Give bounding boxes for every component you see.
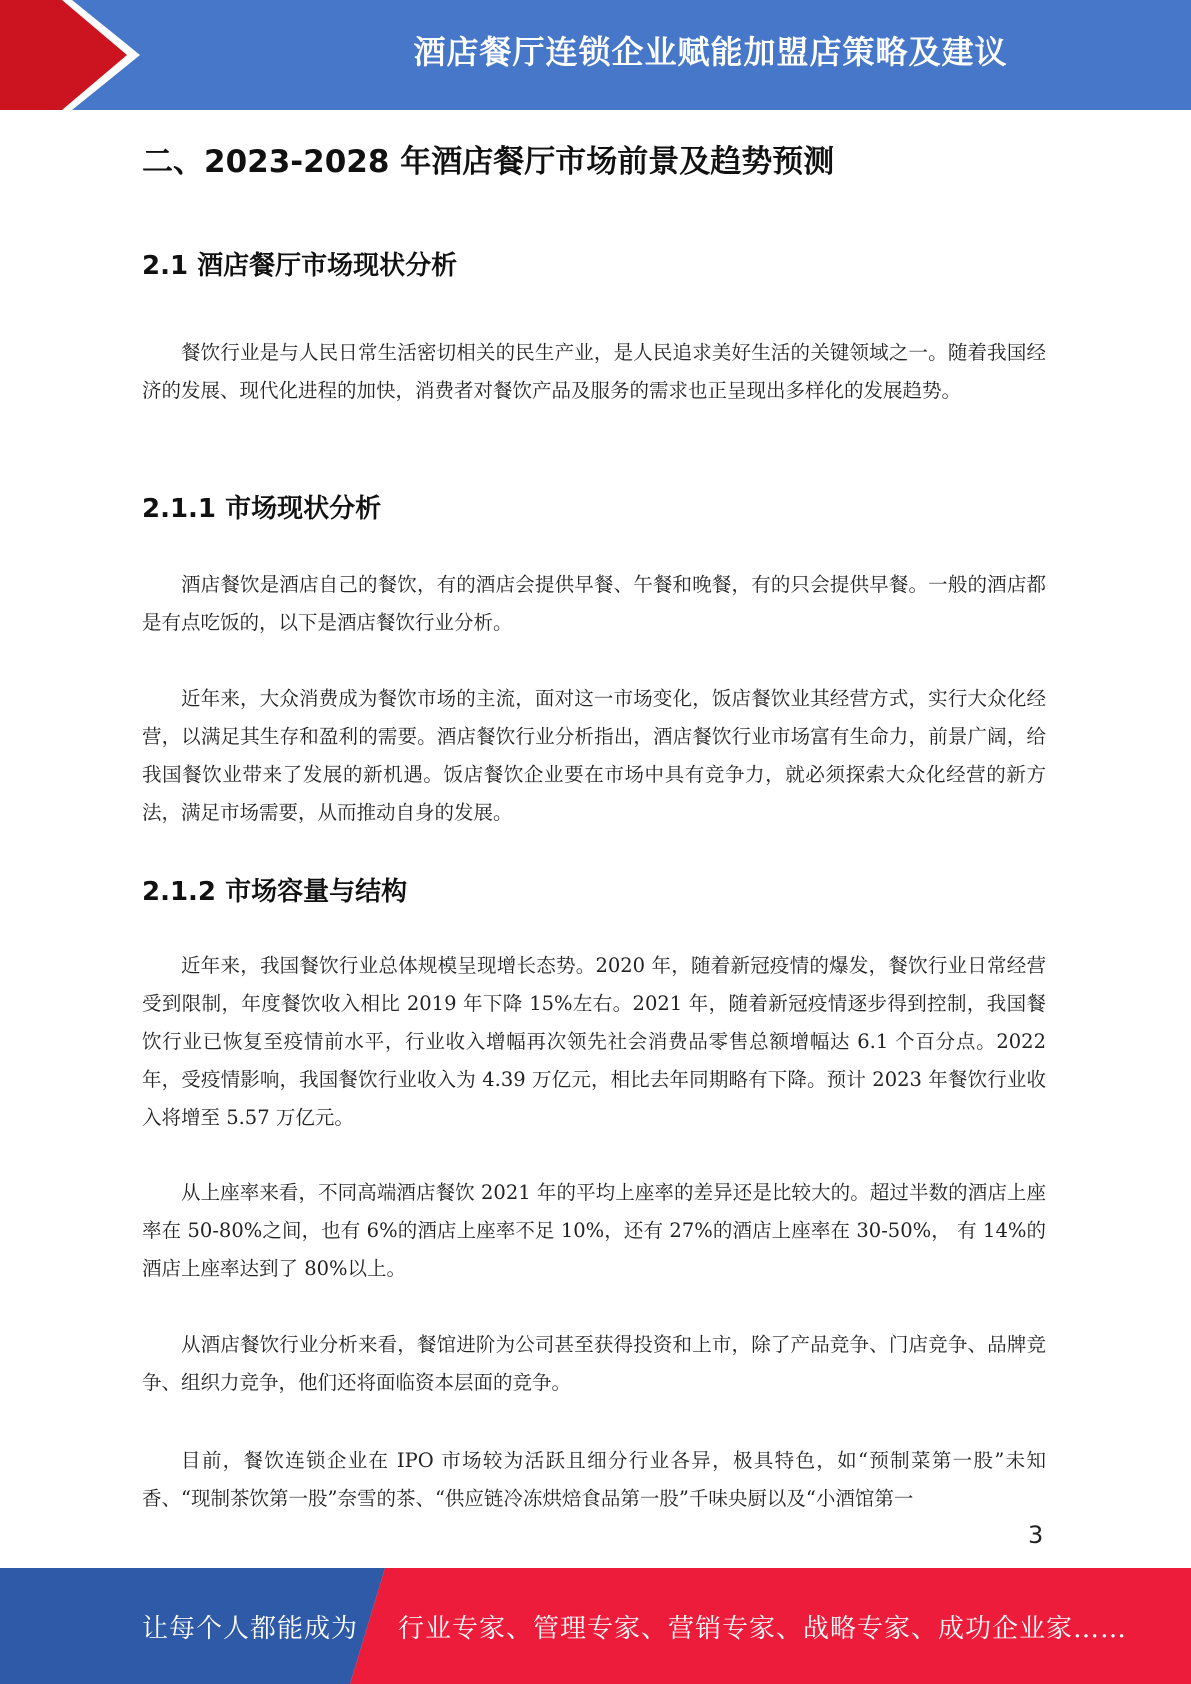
page-number: 3 <box>1028 1521 1044 1549</box>
section-title: 二、2023-2028 年酒店餐厅市场前景及趋势预测 <box>142 144 835 180</box>
subsection-title-2-1: 2.1 酒店餐厅市场现状分析 <box>142 251 458 281</box>
paragraph-2-1-2-a: 近年来，我国餐饮行业总体规模呈现增长态势。2020 年，随着新冠疫情的爆发，餐饮行业日常经营受到限制，年度餐饮收入相比 2019 年下降 15%左右。2021 年，随着新冠疫情逐步得到控制，我国餐饮行业已恢复至疫情前水平，行业收入增幅再次领先社会消费品零售总额增幅达 6.1 个百分点。2022 年，受疫情影响，我国餐饮行业收入为 4.39 万亿元，相比去年同期略有下降。预计 2023 年餐饮行业收入将增至 5.57 万亿元。 <box>142 954 1046 1129</box>
paragraph-2-1-2-b: 从上座率来看，不同高端酒店餐饮 2021 年的平均上座率的差异还是比较大的。超过半数的酒店上座率在 50-80%之间，也有 6%的酒店上座率不足 10%，还有 27%的酒店上座率在 30-50%， 有 14%的酒店上座率达到了 80%以上。 <box>142 1181 1046 1280</box>
paragraph-2-1-1-a: 酒店餐饮是酒店自己的餐饮，有的酒店会提供早餐、午餐和晚餐，有的只会提供早餐。一般的酒店都是有点吃饭的，以下是酒店餐饮行业分析。 <box>142 573 1046 634</box>
chevron-arrow-icon <box>0 0 160 110</box>
header-title: 酒店餐厅连锁企业赋能加盟店策略及建议 <box>413 33 1008 71</box>
paragraph-2-1-1-b: 近年来，大众消费成为餐饮市场的主流，面对这一市场变化，饭店餐饮业其经营方式，实行大众化经营，以满足其生存和盈利的需要。酒店餐饮行业分析指出，酒店餐饮行业市场富有生命力，前景广阔，给我国餐饮业带来了发展的新机遇。饭店餐饮企业要在市场中具有竞争力，就必须探索大众化经营的新方法，满足市场需要，从而推动自身的发展。 <box>142 687 1046 824</box>
paragraph-2-1-2-d: 目前，餐饮连锁企业在 IPO 市场较为活跃且细分行业各异，极具特色，如“预制菜第一股”未知香、“现制茶饮第一股”奈雪的茶、“供应链冷冻烘焙食品第一股”千味央厨以及“小酒馆第一 <box>142 1449 1046 1510</box>
paragraph-intro: 餐饮行业是与人民日常生活密切相关的民生产业，是人民追求美好生活的关键领域之一。随着我国经济的发展、现代化进程的加快，消费者对餐饮产品及服务的需求也正呈现出多样化的发展趋势。 <box>142 341 1046 402</box>
paragraph-2-1-2-c: 从酒店餐饮行业分析来看，餐馆进阶为公司甚至获得投资和上市，除了产品竞争、门店竞争、品牌竞争、组织力竞争，他们还将面临资本层面的竞争。 <box>142 1333 1046 1394</box>
subsection-title-2-1-2: 2.1.2 市场容量与结构 <box>142 877 408 907</box>
footer-slogan-left: 让每个人都能成为 <box>142 1613 359 1644</box>
subsection-title-2-1-1: 2.1.1 市场现状分析 <box>142 494 382 524</box>
footer-banner <box>0 1568 1191 1684</box>
footer-slogan-right: 行业专家、管理专家、营销专家、战略专家、成功企业家…… <box>398 1613 1128 1644</box>
header-banner <box>0 0 1191 110</box>
